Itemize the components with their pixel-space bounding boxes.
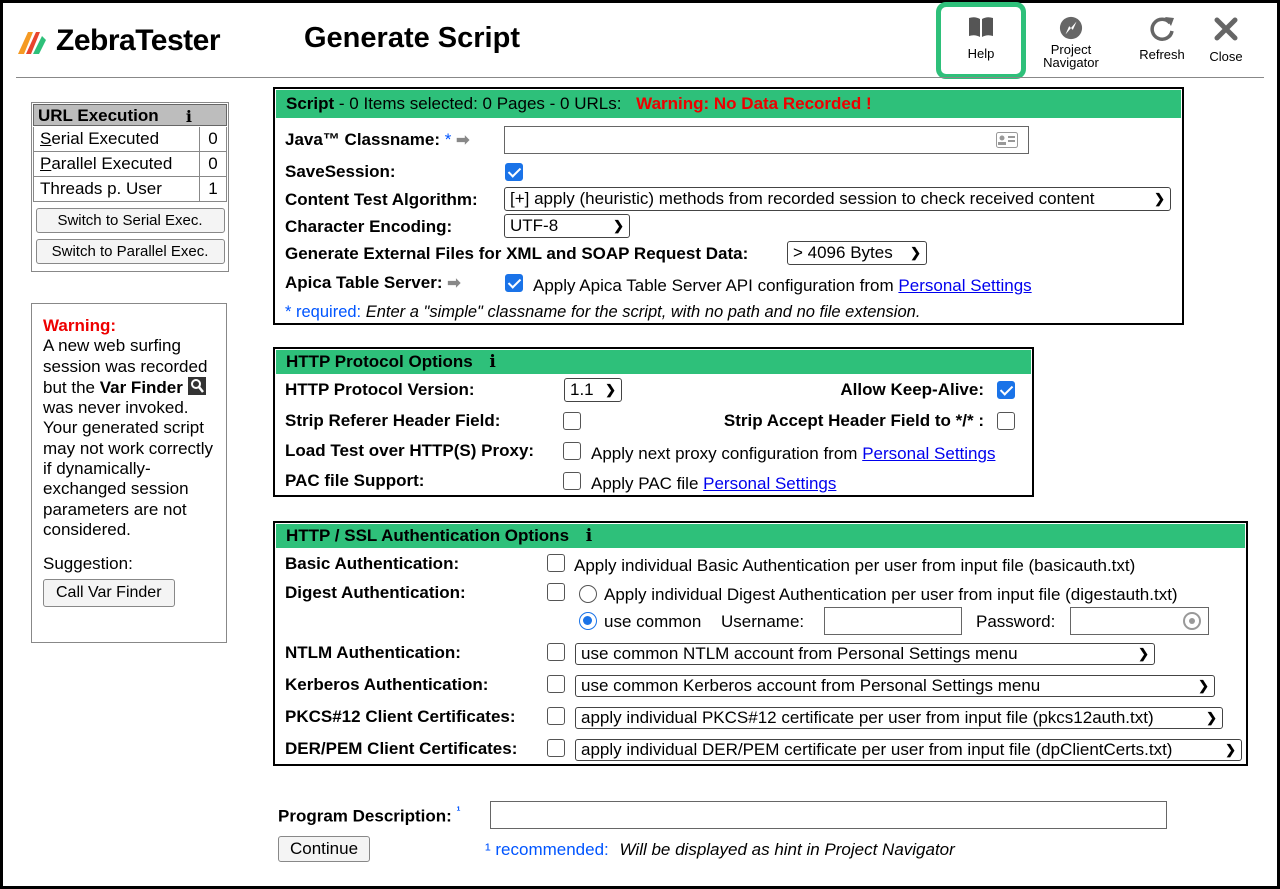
ntlm-checkbox[interactable] [547,643,565,661]
chevron-down-icon: ❯ [605,382,616,397]
threads-per-user-label: Threads p. User [40,179,162,198]
digest-auth-text: Apply individual Digest Authentication per user from input file (digestauth.txt) [604,585,1178,604]
auth-options-section [273,521,1248,766]
warning-text-2: was never invoked. Your generated script may not work correctly if dynamically-exchanged session parameters are not considered. [43,398,214,539]
parallel-executed-label: arallel Executed [51,154,173,173]
encoding-value: UTF-8 [510,216,559,235]
keepalive-label: Allow Keep-Alive: [840,380,984,399]
use-common-label: use common [604,612,702,631]
apica-text: Apply Apica Table Server API configuration from [533,276,894,295]
required-hint: Enter a "simple" classname for the script, with no path and no file extension. [365,303,921,321]
book-icon [968,16,994,38]
strip-referer-checkbox[interactable] [563,412,581,430]
http-version-value: 1.1 [570,380,594,399]
apica-label: Apica Table Server: [285,273,443,292]
kerberos-label: Kerberos Authentication: [285,675,489,694]
ntlm-label: NTLM Authentication: [285,643,461,662]
continue-button[interactable]: Continue [278,836,370,862]
classname-label: Java™ Classname: [285,130,440,149]
program-description-label: Program Description: [278,806,452,826]
chevron-down-icon: ❯ [1138,646,1149,661]
close-button[interactable] [1204,16,1248,63]
recommended-note: ¹ recommended: [485,840,609,859]
encoding-label: Character Encoding: [285,217,453,236]
project-navigator-label-1: Project [1050,42,1092,57]
close-label: Close [1209,49,1243,64]
warning-title: Warning: [43,316,117,335]
http-version-label: HTTP Protocol Version: [285,380,475,399]
savesession-checkbox[interactable] [505,163,523,181]
contact-card-icon[interactable] [996,132,1018,148]
pac-label: PAC file Support: [285,471,425,490]
url-execution-panel [31,102,229,272]
chevron-down-icon: ❯ [1225,742,1236,757]
password-label: Password: [976,612,1056,631]
help-label: Help [967,46,995,61]
script-header-info: - 0 Items selected: 0 Pages - 0 URLs: [334,94,622,113]
arrow-right-icon: ➡ [447,275,461,292]
ntlm-value: use common NTLM account from Personal Settings menu [581,644,1018,663]
program-description-input[interactable] [490,801,1167,829]
basic-auth-text: Apply individual Basic Authentication per user from input file (basicauth.txt) [574,556,1136,575]
required-note: * required: [285,303,362,321]
threads-per-user-row [33,177,227,202]
proxy-checkbox[interactable] [563,442,581,460]
chevron-down-icon: ❯ [910,245,921,260]
der-checkbox[interactable] [547,739,565,757]
chevron-down-icon: ❯ [1198,678,1209,693]
chevron-down-icon: ❯ [613,218,624,233]
auth-options-header [276,524,1245,548]
recommended-hint: Will be displayed as hint in Project Navigator [619,840,955,859]
chevron-down-icon: ❯ [1206,710,1217,725]
der-select[interactable] [575,739,1242,761]
pac-text: Apply PAC file [591,474,699,493]
chevron-down-icon: ❯ [1154,191,1165,206]
script-section [273,87,1184,325]
project-navigator-label-2: Navigator [1043,55,1099,70]
kerberos-select[interactable] [575,675,1215,697]
http-options-header [276,350,1031,374]
switch-serial-button[interactable]: Switch to Serial Exec. [36,208,225,233]
pkcs-select[interactable] [575,707,1223,729]
parallel-executed-accesskey: P [40,154,52,173]
suggestion-label: Suggestion: [43,554,133,574]
parallel-executed-row [33,152,227,177]
refresh-label: Refresh [1139,47,1185,62]
call-var-finder-button[interactable]: Call Var Finder [43,579,175,607]
compass-icon [1058,16,1084,40]
proxy-label: Load Test over HTTP(S) Proxy: [285,441,535,460]
password-input[interactable] [1070,607,1209,635]
close-icon [1214,16,1238,42]
info-icon[interactable]: i [585,526,593,546]
basic-auth-label: Basic Authentication: [285,554,460,573]
required-star: * [444,130,452,149]
var-finder-icon[interactable] [188,377,206,395]
refresh-icon [1149,16,1175,42]
strip-referer-label: Strip Referer Header Field: [285,411,501,430]
ntlm-select[interactable] [575,643,1155,665]
classname-input[interactable] [504,126,1029,154]
switch-parallel-button[interactable]: Switch to Parallel Exec. [36,239,225,264]
username-input[interactable] [824,607,962,635]
digest-common-radio[interactable] [579,612,597,630]
project-navigator-button[interactable] [1034,16,1108,69]
no-data-warning: Warning: No Data Recorded ! [636,94,872,113]
auth-options-title: HTTP / SSL Authentication Options [286,526,570,545]
content-test-label: Content Test Algorithm: [285,190,478,209]
digest-auth-checkbox[interactable] [547,583,565,601]
der-value: apply individual DER/PEM certificate per user from input file (dpClientCerts.txt) [581,740,1173,759]
warning-text [43,336,216,540]
threads-per-user-value: 1 [208,179,218,198]
encoding-select[interactable] [504,214,630,238]
proxy-text: Apply next proxy configuration from [591,444,858,463]
kerberos-checkbox[interactable] [547,675,565,693]
kerberos-value: use common Kerberos account from Personal Settings menu [581,676,1041,695]
serial-executed-accesskey: S [40,129,52,148]
external-files-value: > 4096 Bytes [793,243,893,262]
keepalive-checkbox[interactable] [997,381,1015,399]
script-header-title: Script [286,94,335,113]
der-label: DER/PEM Client Certificates: [285,739,518,758]
url-execution-header [33,104,227,126]
info-icon[interactable]: i [185,107,192,126]
recommended-marker: ¹ [456,804,461,818]
strip-accept-label: Strip Accept Header Field to */* : [723,411,984,430]
app-logo [16,24,220,58]
proxy-personal-settings-link[interactable]: Personal Settings [862,444,996,463]
pkcs-value: apply individual PKCS#12 certificate per user from input file (pkcs12auth.txt) [581,708,1154,727]
serial-executed-value: 0 [208,129,218,148]
username-label: Username: [721,612,805,631]
basic-auth-checkbox[interactable] [547,554,565,572]
page-title: Generate Script [304,22,520,54]
pac-checkbox[interactable] [563,472,581,490]
digest-auth-label: Digest Authentication: [285,583,466,602]
serial-executed-label: erial Executed [51,129,160,148]
strip-accept-checkbox[interactable] [997,412,1015,430]
pac-personal-settings-link[interactable]: Personal Settings [703,474,837,493]
digest-individual-radio[interactable] [579,585,597,603]
savesession-label: SaveSession: [285,162,396,181]
content-test-select[interactable] [504,187,1171,211]
help-button[interactable] [958,16,1004,60]
url-execution-title: URL Execution [38,106,159,125]
logo-text: ZebraTester [56,24,221,57]
zebratester-logo-icon [16,26,50,56]
pkcs-label: PKCS#12 Client Certificates: [285,707,516,726]
warning-text-1: A new web surfing session was recorded but the [43,336,208,397]
header-divider [16,77,1264,78]
external-files-label: Generate External Files for XML and SOAP Request Data: [285,244,749,263]
serial-executed-row [33,127,227,152]
var-finder-label: Var Finder [99,377,183,397]
parallel-executed-value: 0 [208,154,218,173]
external-files-select[interactable] [787,241,927,265]
arrow-right-icon: ➡ [456,132,470,149]
http-options-title: HTTP Protocol Options [286,352,473,371]
script-header [276,90,1181,118]
pkcs-checkbox[interactable] [547,707,565,725]
apica-checkbox[interactable] [505,274,523,292]
http-options-section [273,347,1034,497]
password-reveal-icon[interactable] [1182,611,1202,631]
warning-panel [31,303,227,643]
http-version-select[interactable] [564,378,622,402]
apica-personal-settings-link[interactable]: Personal Settings [898,276,1032,295]
content-test-value: [+] apply (heuristic) methods from recorded session to check received content [510,189,1095,208]
refresh-button[interactable] [1134,16,1190,61]
info-icon[interactable]: i [489,352,496,372]
